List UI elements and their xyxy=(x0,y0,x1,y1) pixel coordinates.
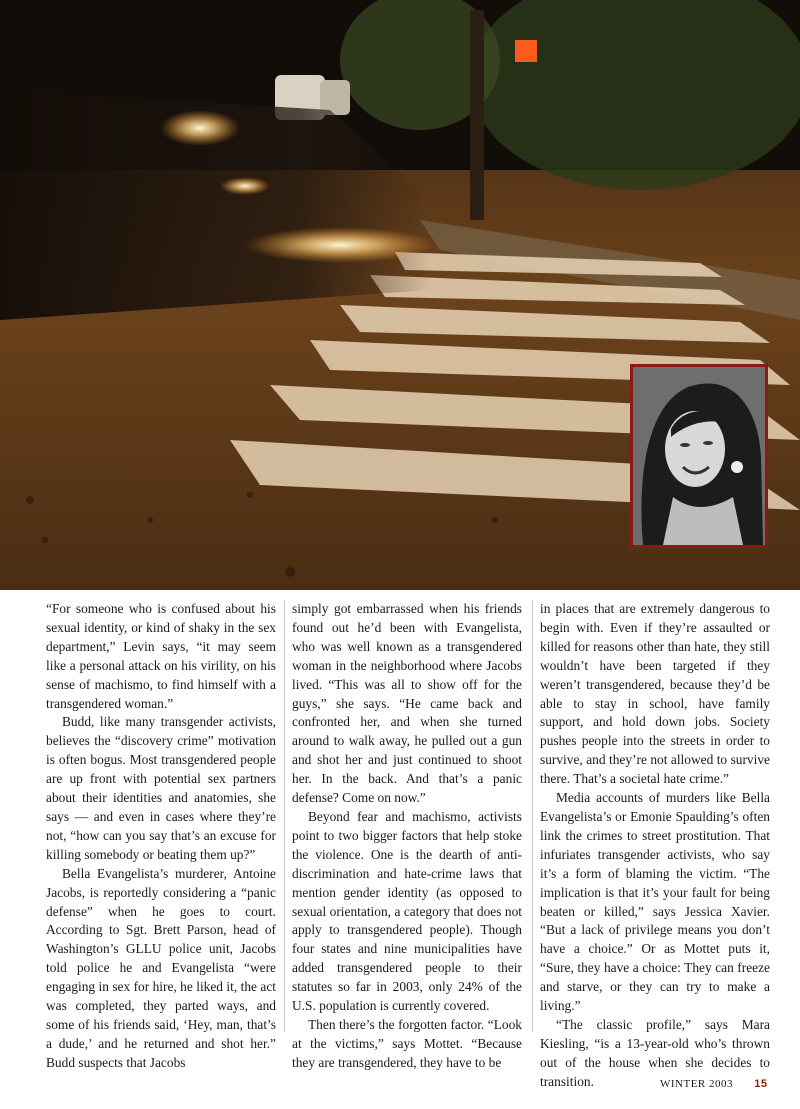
paragraph: Budd, like many transgender activists, believes the “discovery crime” motivation is often bogus. Most transgendered people are up front with potential sex partners about their identities and anatomies, she says — and even in cases where they’re not, “how can you say that’s an excuse for killing somebody or beating them up?” xyxy=(46,714,276,862)
paragraph: in places that are extremely dangerous to begin with. Even if they’re assaulted or killed for reasons other than hate, they still wouldn’t have been targeted if they weren’t transgendered, because they’d be able to stay in school, have family support, and hold down jobs. Society pushes people into the streets in order to survive, and they’re not allowed to survive there. That’s a societal hate crime.” xyxy=(540,601,770,787)
inset-portrait xyxy=(630,364,768,548)
issue-label: WINTER 2003 xyxy=(660,1078,734,1090)
column-2 xyxy=(292,600,522,1070)
paragraph: Media accounts of murders like Bella Evangelista’s or Emonie Spaulding’s often link the crimes to street prostitution. That infuriates transgender activists, who say it’s a form of blaming the victim. “The implication is that it’s your fault for being beaten or killed,” says Jessica Xavier. “But a lack of privilege means you don’t have a choice.” Or as Mottet puts it, “Sure, they have a choice: They can freeze and starve, or they can try to make a living.” xyxy=(540,790,770,1014)
paragraph: “For someone who is confused about his sexual identity, or kind of shaky in the sex department,” Levin says, “it may seem like a personal attack on his virility, on his sense of machismo, to find himself with a transgendered woman.” xyxy=(46,601,276,711)
paragraph: Beyond fear and machismo, activists point to two bigger factors that help stoke the violence. One is the dearth of anti-discrimination and hate-crime laws that mention gender identity (as opposed to sexual orientation, a category that does not apply to transgendered people). Though four states and nine municipalities have added transgendered people to their statutes so far in 2003, only 24% of the U.S. population is currently covered. xyxy=(292,808,522,1014)
column-divider xyxy=(532,600,533,1032)
paragraph: Then there’s the forgotten factor. “Look at the victims,” says Mottet. “Because they are transgendered, they have to be xyxy=(292,1016,522,1070)
column-divider xyxy=(284,600,285,1032)
column-1 xyxy=(46,600,276,1070)
page-footer xyxy=(660,1078,768,1090)
paragraph: Bella Evangelista’s murderer, Antoine Jacobs, is reportedly considering a “panic defense” when he goes to court. According to Sgt. Brett Parson, head of Washington’s GLLU police unit, Jacobs told police he and Evangelista “were engaging in sex for hire, he liked it, the act was completed, they parted ways, and some of his friends said, ‘Hey, man, that’s a dude,’ and he returned and shot her.” Budd suspects that Jacobs xyxy=(46,865,276,1070)
paragraph: “The classic profile,” says Mara Kiesling, “is a 13-year-old who’s thrown out of the house when she decides to transition. xyxy=(540,1016,770,1089)
paragraph: simply got embarrassed when his friends found out he’d been with Evangelista, who was well known as a transgendered woman in the neighborhood where Jacobs lived. “This was all to show off for the guys,” she says. “He came back and confronted her, and when she turned around to walk away, he pulled out a gun and shot her and just continued to shoot her. In the back. And that’s a panic defense? Come on now.” xyxy=(292,601,522,806)
portrait-illustration xyxy=(633,367,765,545)
page-number: 15 xyxy=(754,1078,768,1090)
